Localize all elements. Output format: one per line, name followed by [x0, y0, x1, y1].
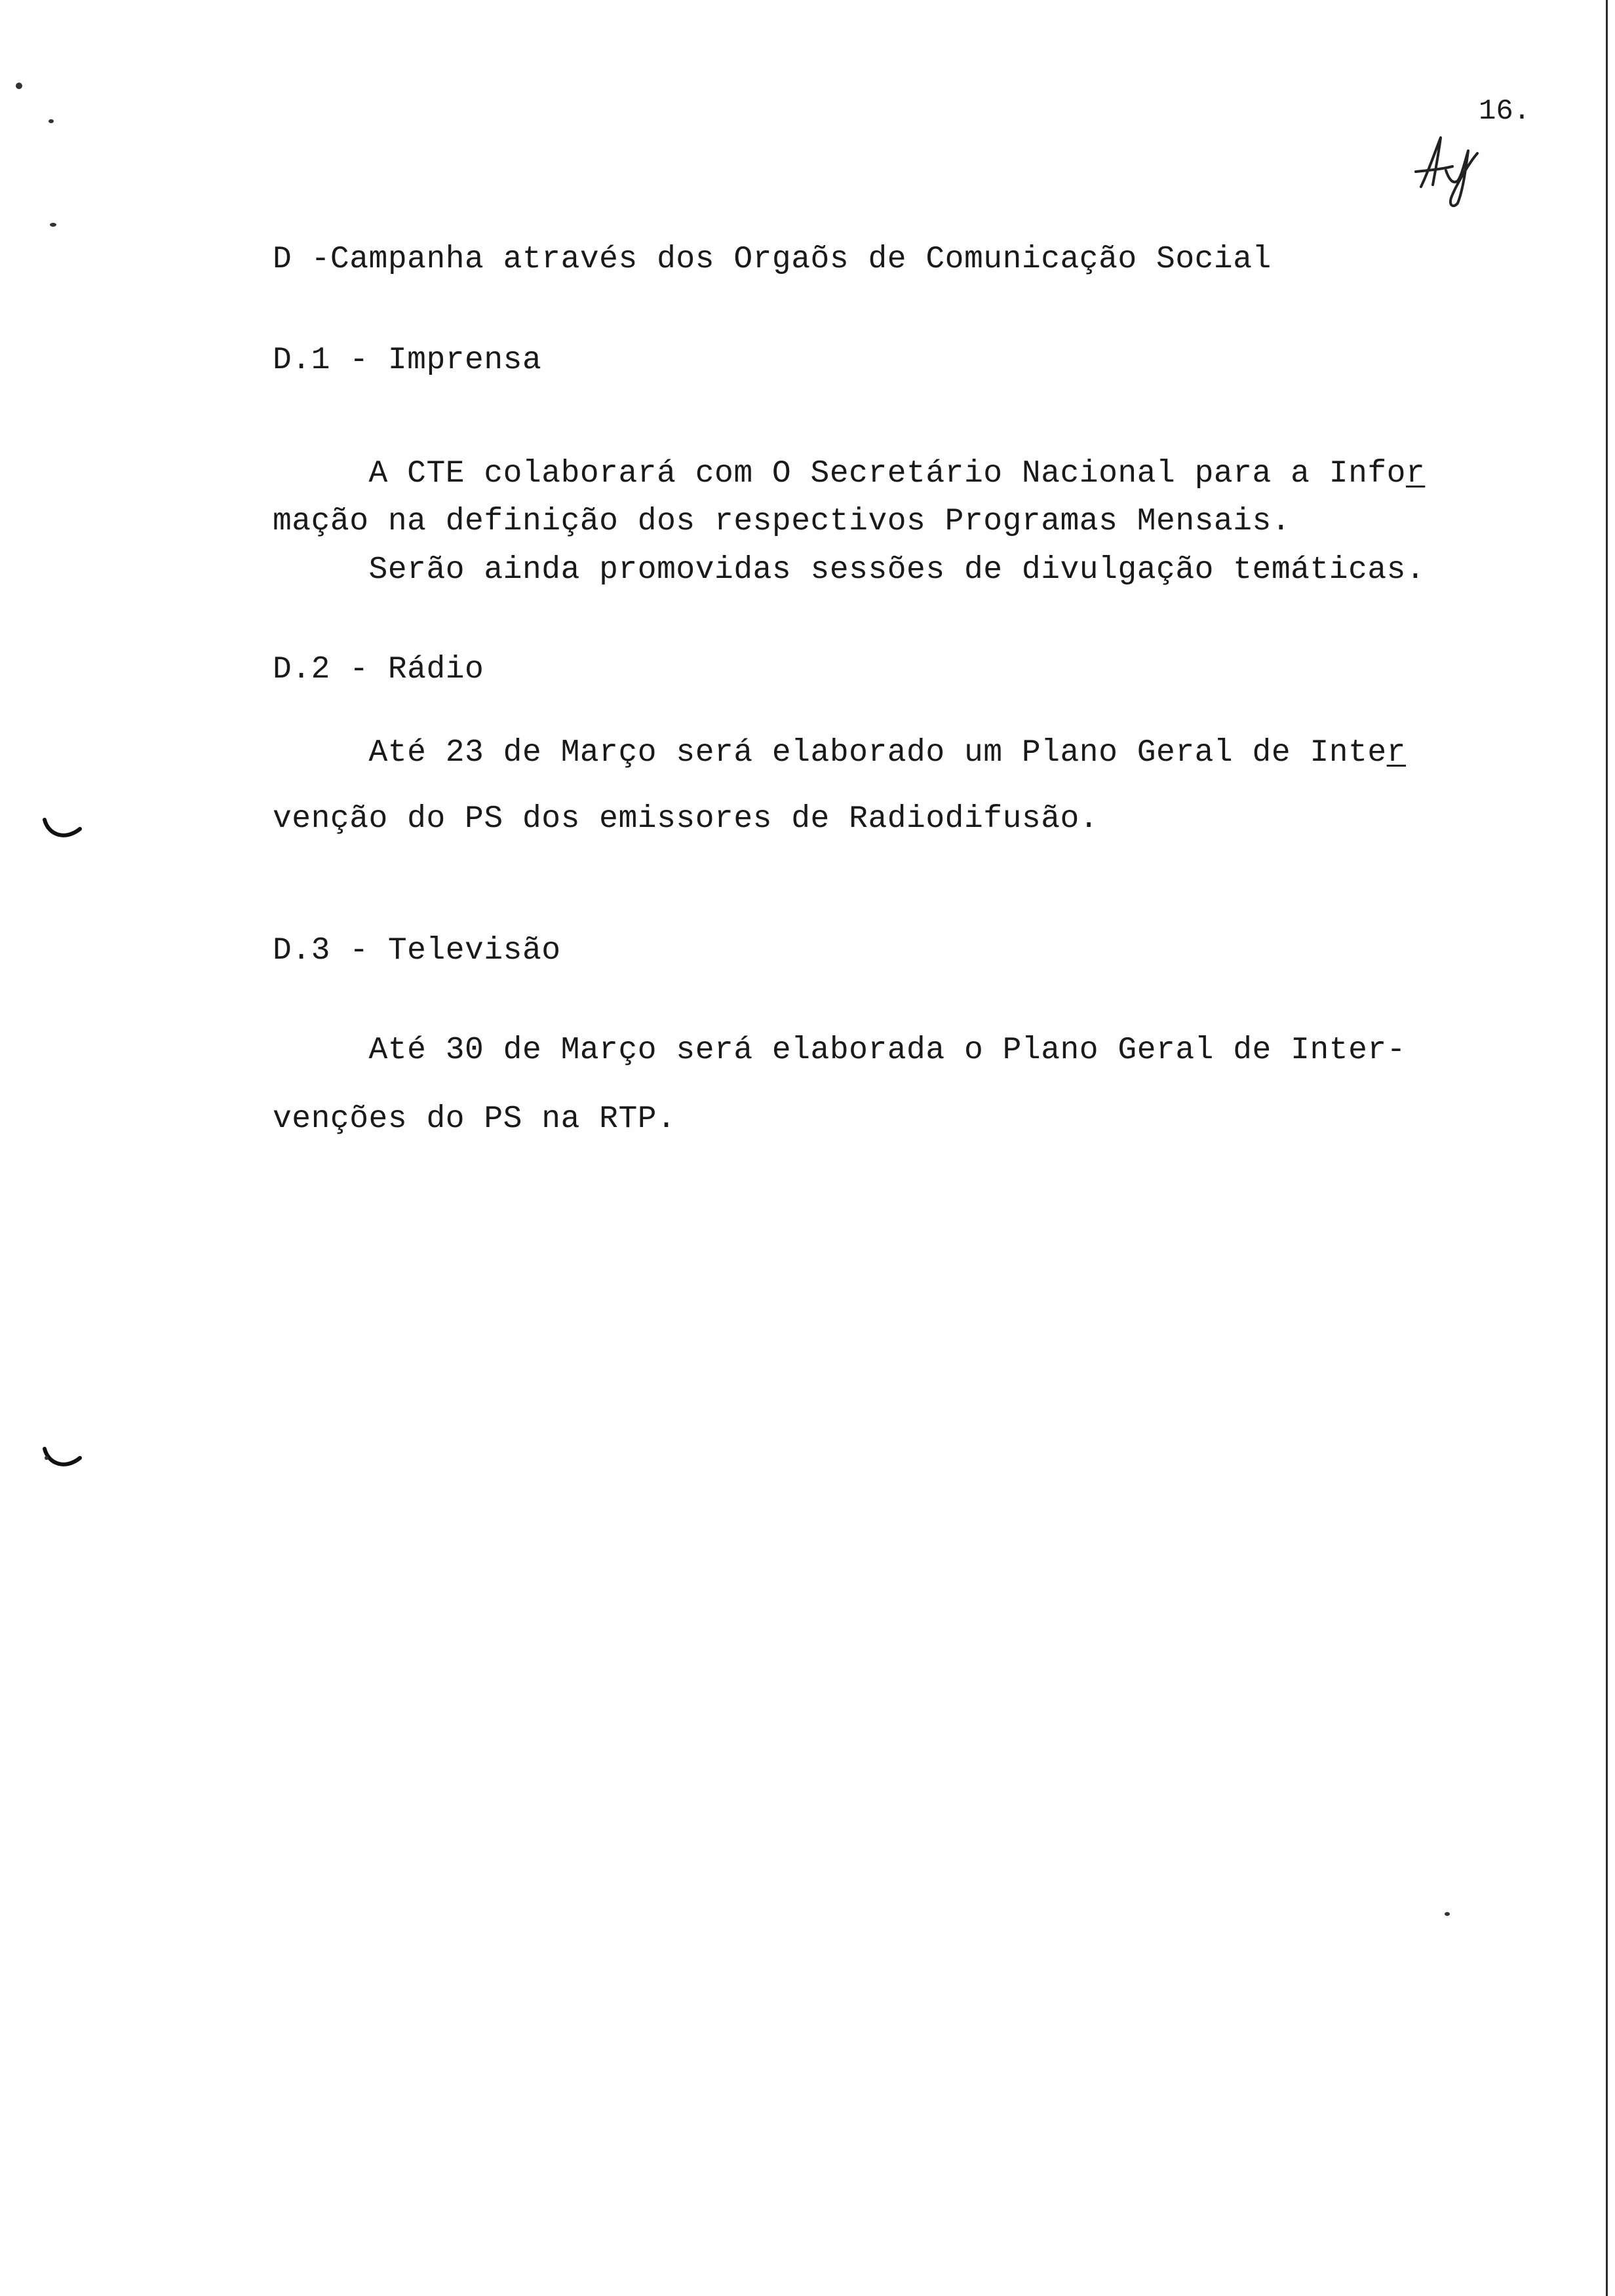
ink-speck	[49, 119, 54, 123]
subsection-heading-d3: D.3 - Televisão	[273, 933, 561, 968]
d1-paragraph-line	[273, 454, 1425, 493]
page-number: 16.	[1479, 95, 1531, 128]
d3-paragraph-line: venções do PS na RTP.	[273, 1101, 676, 1137]
ink-speck	[50, 223, 56, 227]
d1-paragraph-line: mação na definição dos respectivos Programas Mensais.	[273, 504, 1291, 539]
binder-punch-icon	[39, 816, 85, 842]
d2-hyphenation-mark: r	[1386, 735, 1406, 771]
subsection-heading-d2: D.2 - Rádio	[273, 652, 484, 687]
d1-paragraph-line: Serão ainda promovidas sessões de divulgação temáticas.	[273, 552, 1426, 588]
d2-paragraph-line-text: Até 23 de Março será elaborado um Plano Geral de Inte	[273, 735, 1387, 771]
d1-hyphenation-mark: r	[1405, 456, 1426, 491]
d2-paragraph-line: venção do PS dos emissores de Radiodifusão.	[273, 801, 1099, 837]
handwritten-initials-mark	[1409, 124, 1481, 210]
ink-speck	[16, 83, 22, 89]
page-edge-line	[1606, 0, 1608, 2296]
subsection-heading-d1: D.1 - Imprensa	[273, 343, 542, 378]
d2-paragraph-line	[273, 733, 1406, 773]
d3-paragraph-line: Até 30 de Março será elaborada o Plano Geral de Inter-	[273, 1033, 1406, 1068]
d1-paragraph-line-text: A CTE colaborará com O Secretário Nacional para a Info	[273, 456, 1406, 491]
section-heading: D -Campanha através dos Orgaõs de Comunicação Social	[273, 242, 1272, 277]
ink-speck	[45, 1456, 49, 1460]
ink-speck	[1445, 1912, 1450, 1916]
